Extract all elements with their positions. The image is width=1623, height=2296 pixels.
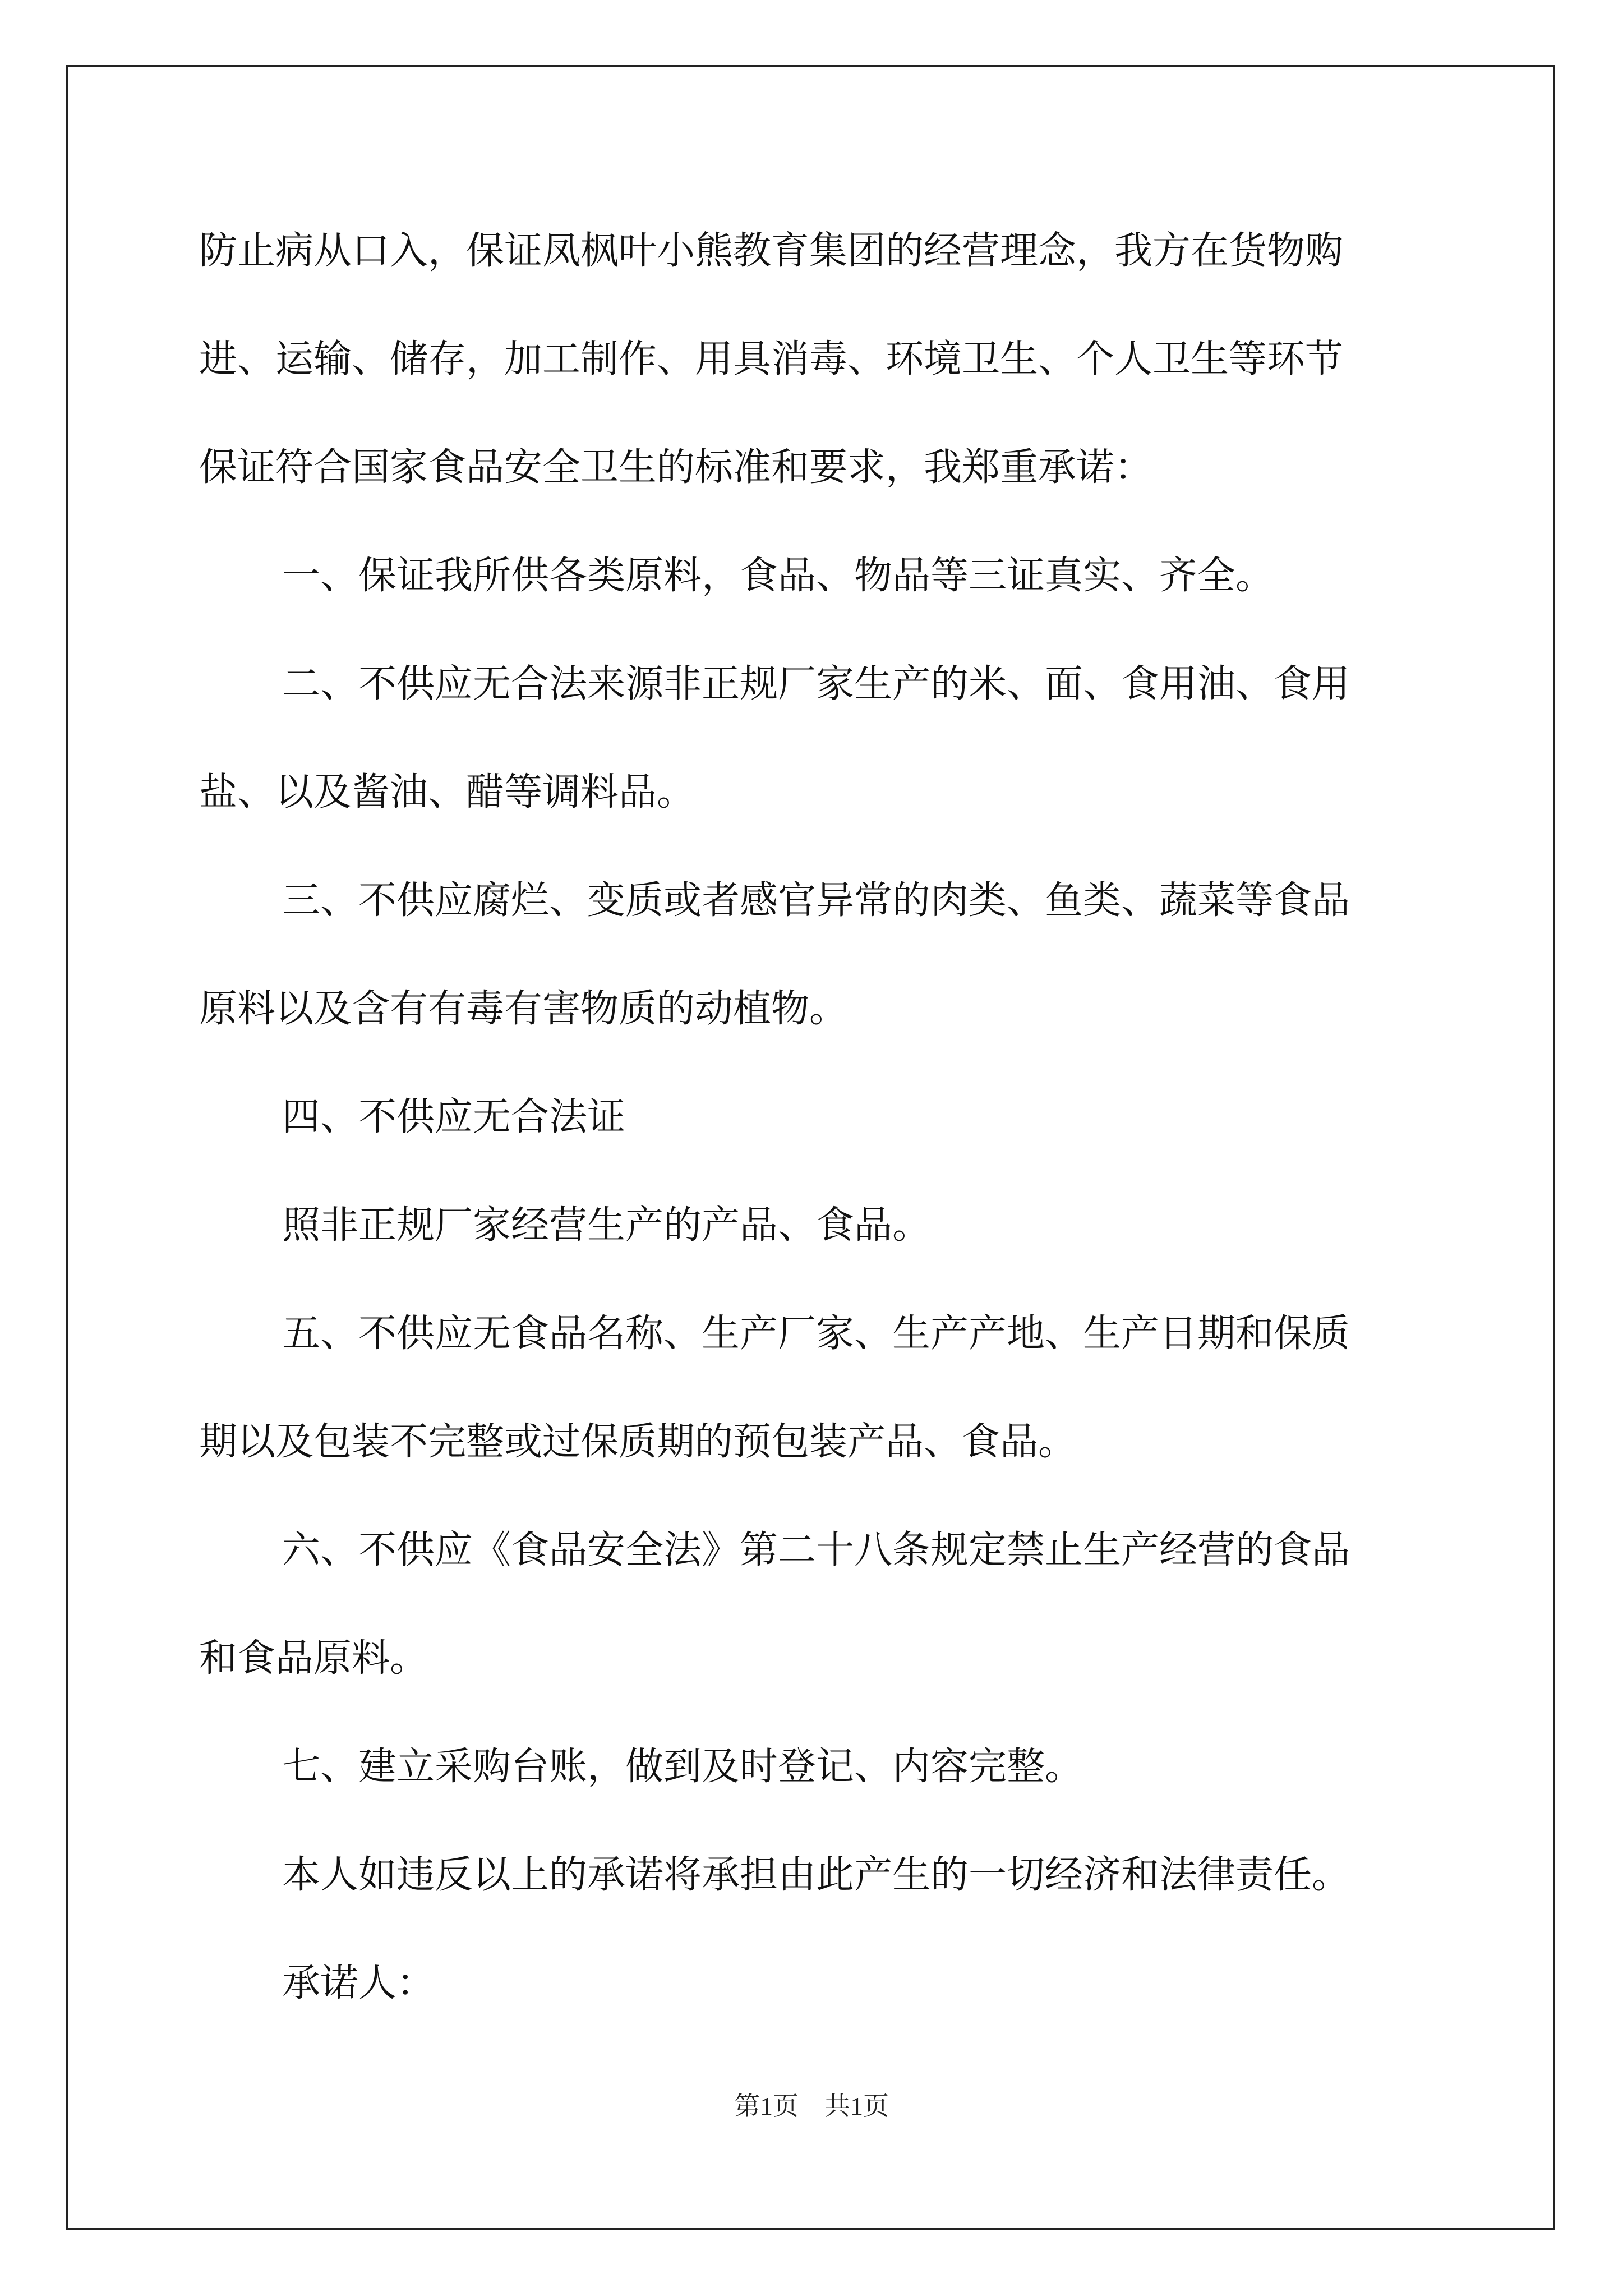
page-number: 第1页 共1页 — [734, 2092, 889, 2120]
paragraph-line: 保证符合国家食品安全卫生的标准和要求，我郑重承诺： — [199, 445, 1153, 490]
paragraph-line: 四、不供应无合法证 — [282, 1095, 626, 1139]
paragraph-line: 七、建立采购台账，做到及时登记、内容完整。 — [282, 1745, 1083, 1789]
paragraph-line: 期以及包装不完整或过保质期的预包装产品、食品。 — [199, 1420, 1077, 1464]
paragraph-line: 三、不供应腐烂、变质或者感官异常的肉类、鱼类、蔬菜等食品 — [282, 878, 1350, 923]
paragraph-line: 原料以及含有有毒有害物质的动植物。 — [199, 987, 848, 1031]
paragraph-line: 五、不供应无食品名称、生产厂家、生产产地、生产日期和保质 — [282, 1312, 1350, 1356]
paragraph-line: 二、不供应无合法来源非正规厂家生产的米、面、食用油、食用 — [282, 662, 1350, 706]
paragraph-line: 一、保证我所供各类原料，食品、物品等三证真实、齐全。 — [282, 554, 1274, 598]
paragraph-line: 六、不供应《食品安全法》第二十八条规定禁止生产经营的食品 — [282, 1528, 1350, 1572]
paragraph-line: 防止病从口入，保证凤枫叶小熊教育集团的经营理念，我方在货物购 — [199, 229, 1344, 273]
paragraph-line: 和食品原料。 — [199, 1636, 428, 1681]
paragraph-line: 本人如违反以上的承诺将承担由此产生的一切经济和法律责任。 — [282, 1853, 1350, 1897]
paragraph-line: 盐、以及酱油、醋等调料品。 — [199, 770, 695, 815]
paragraph-line: 照非正规厂家经营生产的产品、食品。 — [282, 1203, 931, 1248]
signature-label: 承诺人： — [282, 1961, 435, 2005]
paragraph-line: 进、运输、储存，加工制作、用具消毒、环境卫生、个人卫生等环节 — [199, 337, 1344, 381]
